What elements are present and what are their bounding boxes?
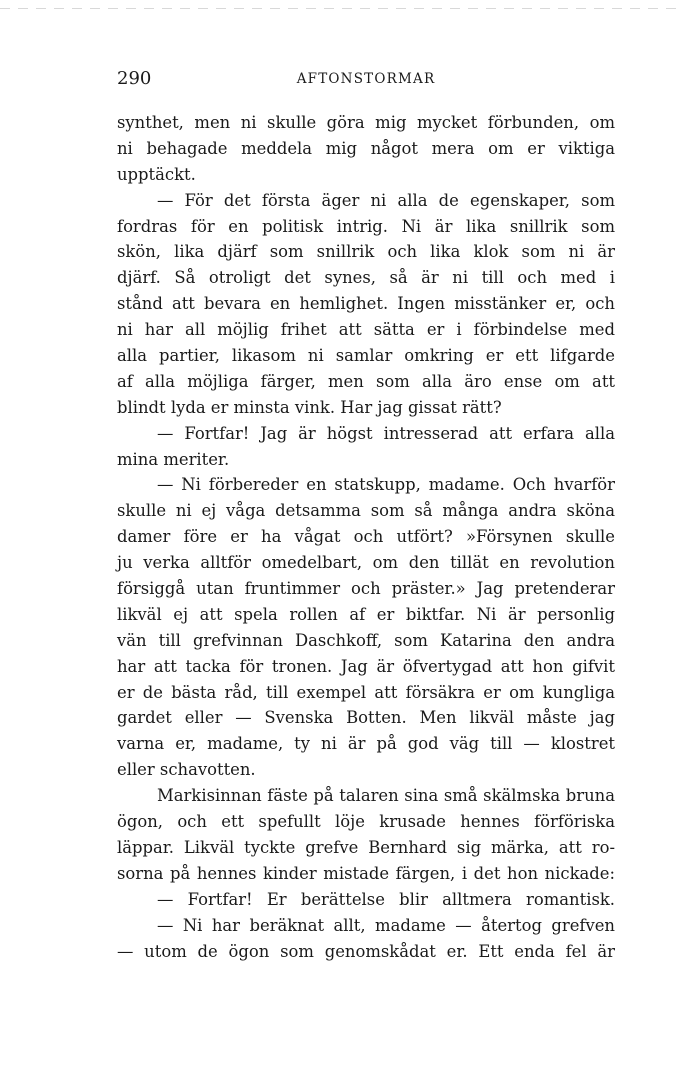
text-line: er de bästa råd, till exempel att försäkra er om kungliga xyxy=(117,682,615,702)
text-line: — Fortfar! Er berättelse blir alltmera romantisk. xyxy=(157,889,615,909)
text-line: ni har all möjlig frihet att sätta er i förbindelse med xyxy=(117,320,615,340)
text-line: ni behagade meddela mig något mera om er viktiga xyxy=(117,138,615,158)
text-line: upptäckt. xyxy=(117,164,196,184)
text-line: varna er, madame, ty ni är på god väg till — klostret xyxy=(117,734,615,754)
text-line: försiggå utan fruntimmer och präster.» Jag pretenderar xyxy=(117,579,615,599)
text-line: — Ni förbereder en statskupp, madame. Och hvarför xyxy=(157,475,615,495)
text-line: — Fortfar! Jag är högst intresserad att erfara alla xyxy=(157,423,615,443)
text-line: — För det första äger ni alla de egenskaper, som xyxy=(157,190,615,210)
text-line: damer före er ha vågat och utfört? »Försynen skulle xyxy=(117,527,615,547)
text-line: — utom de ögon som genomskådat er. Ett enda fel är xyxy=(117,941,615,961)
text-line: sorna på hennes kinder mistade färgen, i det hon nickade: xyxy=(117,863,615,883)
text-line: synthet, men ni skulle göra mig mycket förbunden, om xyxy=(117,113,615,132)
scan-edge-line xyxy=(0,8,680,9)
running-title: AFTONSTORMAR xyxy=(296,71,436,87)
text-line: stånd att bevara en hemlighet. Ingen misstänker er, och xyxy=(117,294,615,314)
text-line: ögon, och ett spefullt löje krusade hennes förföriska xyxy=(117,812,615,832)
text-line: vän till grefvinnan Daschkoff, som Katarina den andra xyxy=(117,630,615,650)
text-line: blindt lyda er minsta vink. Har jag gissat rätt? xyxy=(117,397,502,417)
body-text xyxy=(117,110,615,964)
text-line: skulle ni ej våga detsamma som så många andra sköna xyxy=(117,501,615,521)
text-line: skön, lika djärf som snillrik och lika klok som ni är xyxy=(117,242,615,262)
page-header xyxy=(117,68,615,98)
text-line: af alla möjliga färger, men som alla äro ense om att xyxy=(117,371,615,391)
text-line: likväl ej att spela rollen af er biktfar. Ni är personlig xyxy=(117,604,615,624)
text-line: gardet eller — Svenska Botten. Men likväl måste jag xyxy=(117,708,615,728)
text-line: mina meriter. xyxy=(117,449,230,469)
text-line: har att tacka för tronen. Jag är öfvertygad att hon gifvit xyxy=(117,656,615,676)
text-line: ju verka alltför omedelbart, om den tillät en revolution xyxy=(117,553,615,573)
text-line: djärf. Så otroligt det synes, så är ni till och med i xyxy=(117,268,615,288)
text-line: fordras för en politisk intrig. Ni är lika snillrik som xyxy=(117,216,615,236)
page-number: 290 xyxy=(117,68,152,89)
text-line: läppar. Likväl tyckte grefve Bernhard sig märka, att ro- xyxy=(117,837,615,857)
text-line: eller schavotten. xyxy=(117,760,256,780)
text-line: Markisinnan fäste på talaren sina små skälmska bruna xyxy=(157,786,615,806)
text-line: — Ni har beräknat allt, madame — återtog grefven xyxy=(157,915,615,935)
book-page xyxy=(117,68,615,964)
text-line: alla partier, likasom ni samlar omkring er ett lifgarde xyxy=(117,346,615,366)
